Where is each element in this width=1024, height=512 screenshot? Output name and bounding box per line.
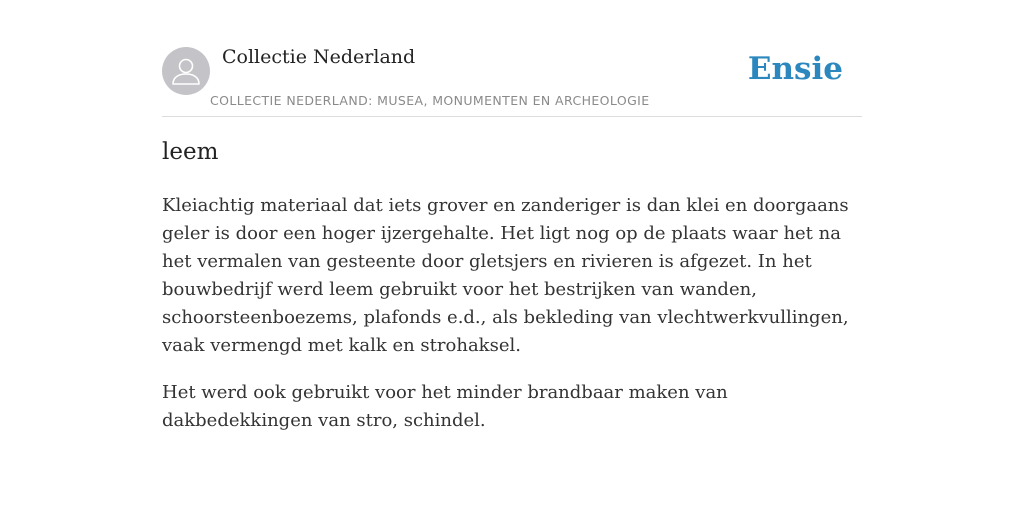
avatar[interactable] xyxy=(162,47,210,95)
paragraph: Kleiachtig materiaal dat iets grover en zanderiger is dan klei en doorgaans geler is door een hoger ijzergehalte. Het ligt nog op de plaats waar het na het vermalen van gesteente door gletsjers en rivieren is afgezet. In het bouwbedrijf werd leem gebruikt voor het bestrijken van wanden, schoorsteenboezems, plafonds e.d., als bekleding van vlechtwerkvullingen, vaak vermengd met kalk en strohaksel. xyxy=(162,195,849,356)
article-body xyxy=(162,192,866,454)
author-subtitle: COLLECTIE NEDERLAND: MUSEA, MONUMENTEN EN ARCHEOLOGIE xyxy=(210,93,650,108)
user-silhouette-icon xyxy=(162,47,210,95)
paragraph: Het werd ook gebruikt voor het minder brandbaar maken van dakbedekkingen van stro, schindel. xyxy=(162,382,728,431)
author-header xyxy=(162,46,862,117)
page-title: leem xyxy=(162,139,219,165)
ensie-logo[interactable]: Ensie xyxy=(747,51,843,87)
author-name[interactable]: Collectie Nederland xyxy=(222,46,416,68)
